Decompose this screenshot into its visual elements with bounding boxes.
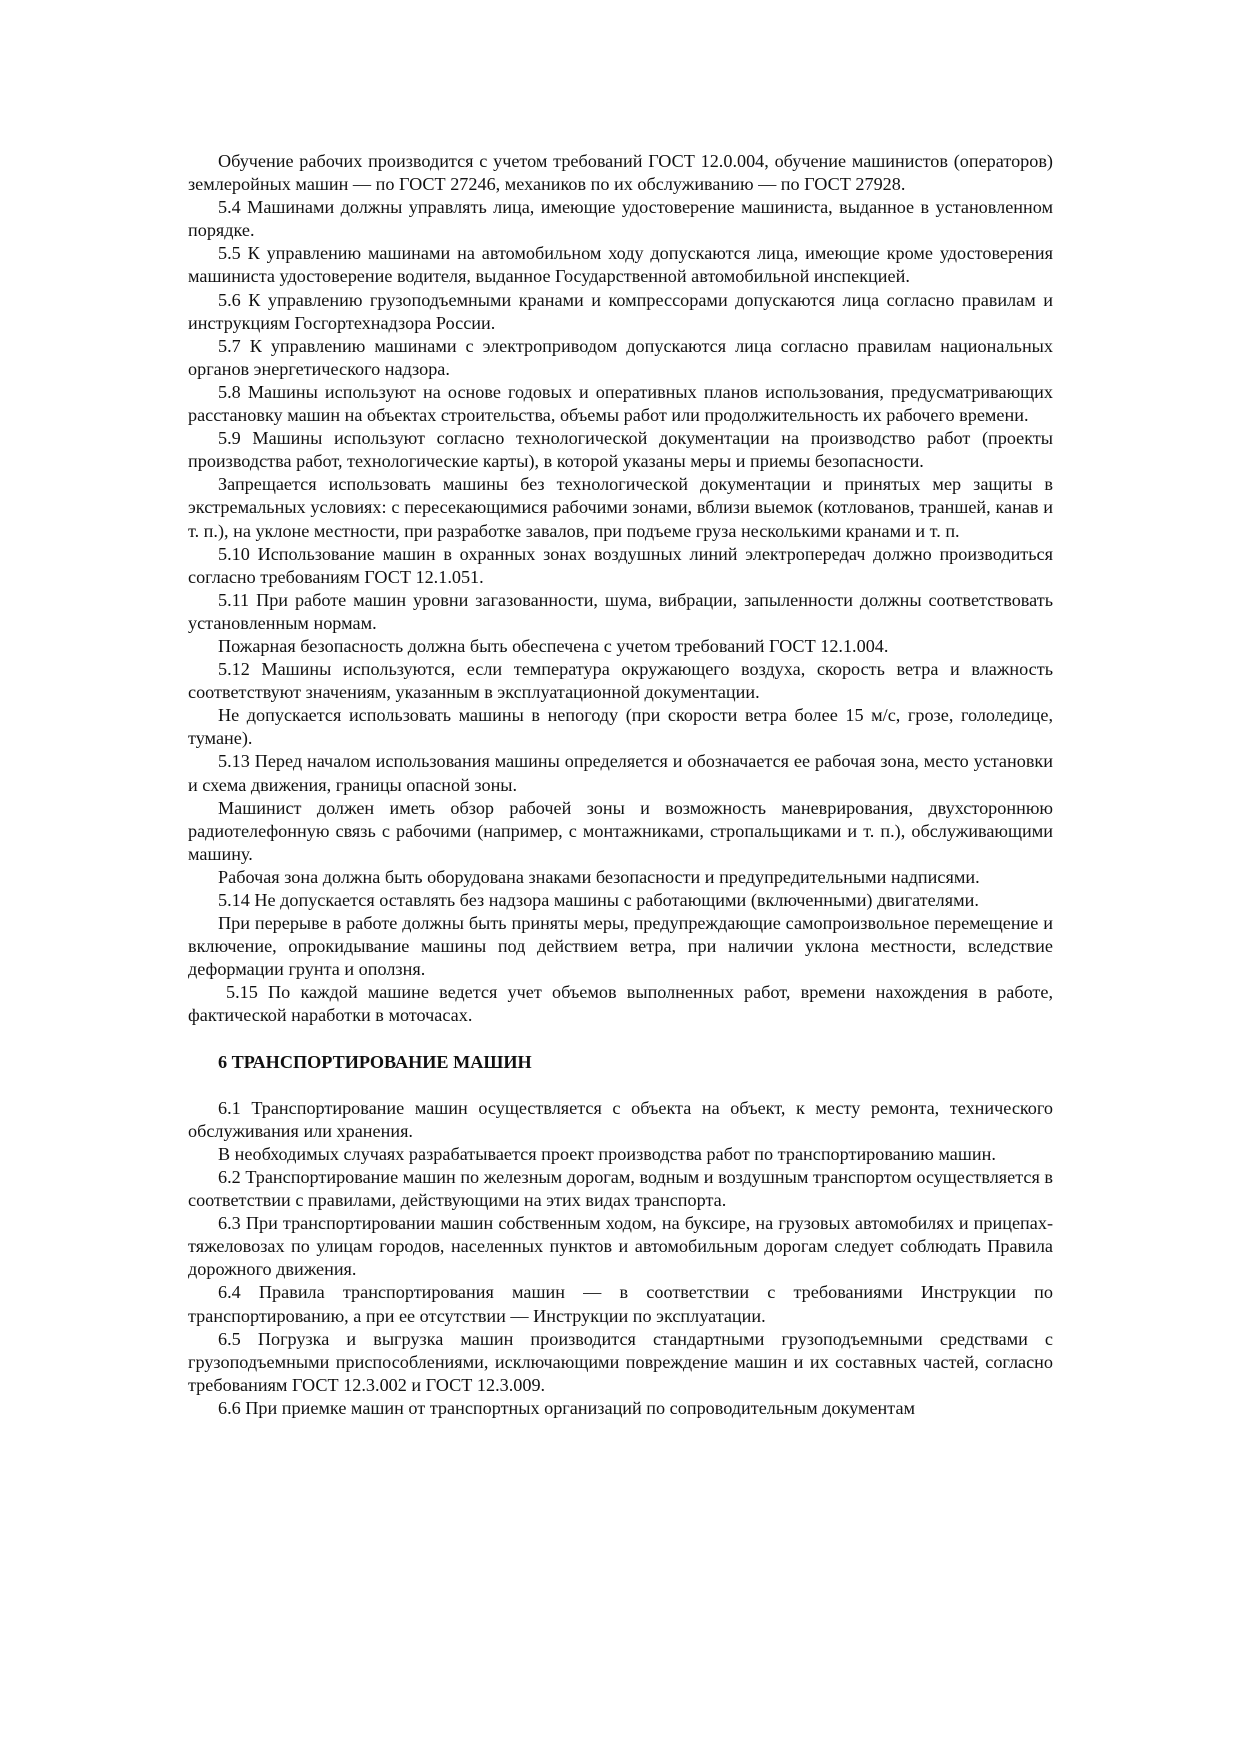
paragraph-6-5: 6.5 Погрузка и выгрузка машин производится стандартными грузоподъемными средствами с грузоподъемными приспособлениями, исключающими повреждение машин и их составных частей, согласно требованиям ГОСТ 12.3.002 и ГОСТ 12.3.009. <box>188 1328 1053 1395</box>
paragraph-5-7: 5.7 К управлению машинами с электроприводом допускаются лица согласно правилам национальных органов энергетического надзора. <box>188 335 1053 379</box>
paragraph-5-10: 5.10 Использование машин в охранных зонах воздушных линий электропередач должно производиться согласно требованиям ГОСТ 12.1.051. <box>188 543 1053 587</box>
paragraph-6-4: 6.4 Правила транспортирования машин — в соответствии с требованиями Инструкции по транспортированию, а при ее отсутствии — Инструкции по эксплуатации. <box>188 1282 1053 1326</box>
paragraph-5-15: 5.15 По каждой машине ведется учет объемов выполненных работ, времени нахождения в работе, фактической наработки в моточасах. <box>188 982 1053 1026</box>
section-heading-6: 6 ТРАНСПОРТИРОВАНИЕ МАШИН <box>218 1051 532 1072</box>
paragraph-5-14: 5.14 Не допускается оставлять без надзора машины с работающими (включенными) двигателями. <box>218 890 979 910</box>
paragraph-5-6: 5.6 К управлению грузоподъемными кранами и компрессорами допускаются лица согласно правилам и инструкциям Госгортехнадзора России. <box>188 289 1053 333</box>
paragraph-6-3: 6.3 При транспортировании машин собственным ходом, на буксире, на грузовых автомобилях и прицепах-тяжеловозах по улицам городов, населенных пунктов и автомобильным дорогам следует соблюдать Правила дорожного движения. <box>188 1213 1053 1280</box>
document-page <box>188 150 1053 1420</box>
paragraph-training: Обучение рабочих производится с учетом требований ГОСТ 12.0.004, обучение машинистов (операторов) землеройных машин — по ГОСТ 27246, механиков по их обслуживанию — по ГОСТ 27928. <box>188 151 1053 195</box>
paragraph-prohibition: Запрещается использовать машины без технологической документации и принятых мер защиты в экстремальных условиях: с пересекающимися рабочими зонами, вблизи выемок (котлованов, траншей, канав и т. п.), на уклоне местности, при разработке завалов, при подъеме груза несколькими кранами и т. п. <box>188 474 1053 541</box>
paragraph-6-6: 6.6 При приемке машин от транспортных организаций по сопроводительным документам <box>218 1397 916 1418</box>
paragraph-work-zone-signs: Рабочая зона должна быть оборудована знаками безопасности и предупредительными надписями. <box>218 866 980 887</box>
paragraph-6-1: 6.1 Транспортирование машин осуществляется с объекта на объект, к месту ремонта, технического обслуживания или хранения. <box>188 1097 1053 1141</box>
paragraph-fire-safety: Пожарная безопасность должна быть обеспечена с учетом требований ГОСТ 12.1.004. <box>218 635 889 656</box>
paragraph-6-2: 6.2 Транспортирование машин по железным дорогам, водным и воздушным транспортом осуществляется в соответствии с правилами, действующими на этих видах транспорта. <box>188 1166 1053 1211</box>
paragraph-5-8: 5.8 Машины используют на основе годовых и оперативных планов использования, предусматривающих расстановку машин на объектах строительства, объемы работ или продолжительность их рабочего времени. <box>188 381 1053 426</box>
paragraph-5-9: 5.9 Машины используют согласно технологической документации на производство работ (проекты производства работ, технологические карты), в которой указаны меры и приемы безопасности. <box>188 428 1053 472</box>
paragraph-operator-view: Машинист должен иметь обзор рабочей зоны и возможность маневрирования, двухстороннюю радиотелефонную связь с рабочими (например, с монтажниками, стропальщиками и т. п.), обслуживающими машину. <box>188 797 1053 864</box>
paragraph-5-13: 5.13 Перед началом использования машины определяется и обозначается ее рабочая зона, место установки и схема движения, границы опасной зоны. <box>188 751 1053 795</box>
paragraph-5-5: 5.5 К управлению машинами на автомобильном ходу допускаются лица, имеющие кроме удостоверения машиниста удостоверение водителя, выданное Государственной автомобильной инспекцией. <box>188 243 1053 287</box>
paragraph-5-4: 5.4 Машинами должны управлять лица, имеющие удостоверение машиниста, выданное в установленном порядке. <box>188 197 1053 241</box>
paragraph-5-12: 5.12 Машины используются, если температура окружающего воздуха, скорость ветра и влажность соответствуют значениям, указанным в эксплуатационной документации. <box>188 659 1053 703</box>
paragraph-5-11: 5.11 При работе машин уровни загазованности, шума, вибрации, запыленности должны соответствовать установленным нормам. <box>188 589 1053 633</box>
paragraph-bad-weather: Не допускается использовать машины в непогоду (при скорости ветра более 15 м/с, грозе, гололедице, тумане). <box>188 705 1053 749</box>
paragraph-transport-project: В необходимых случаях разрабатывается проект производства работ по транспортированию машин. <box>218 1143 996 1164</box>
paragraph-break-measures: При перерыве в работе должны быть приняты меры, предупреждающие самопроизвольное перемещение и включение, опрокидывание машины под действием ветра, при наличии уклона местности, вследствие деформации грунта и оползня. <box>188 913 1053 980</box>
